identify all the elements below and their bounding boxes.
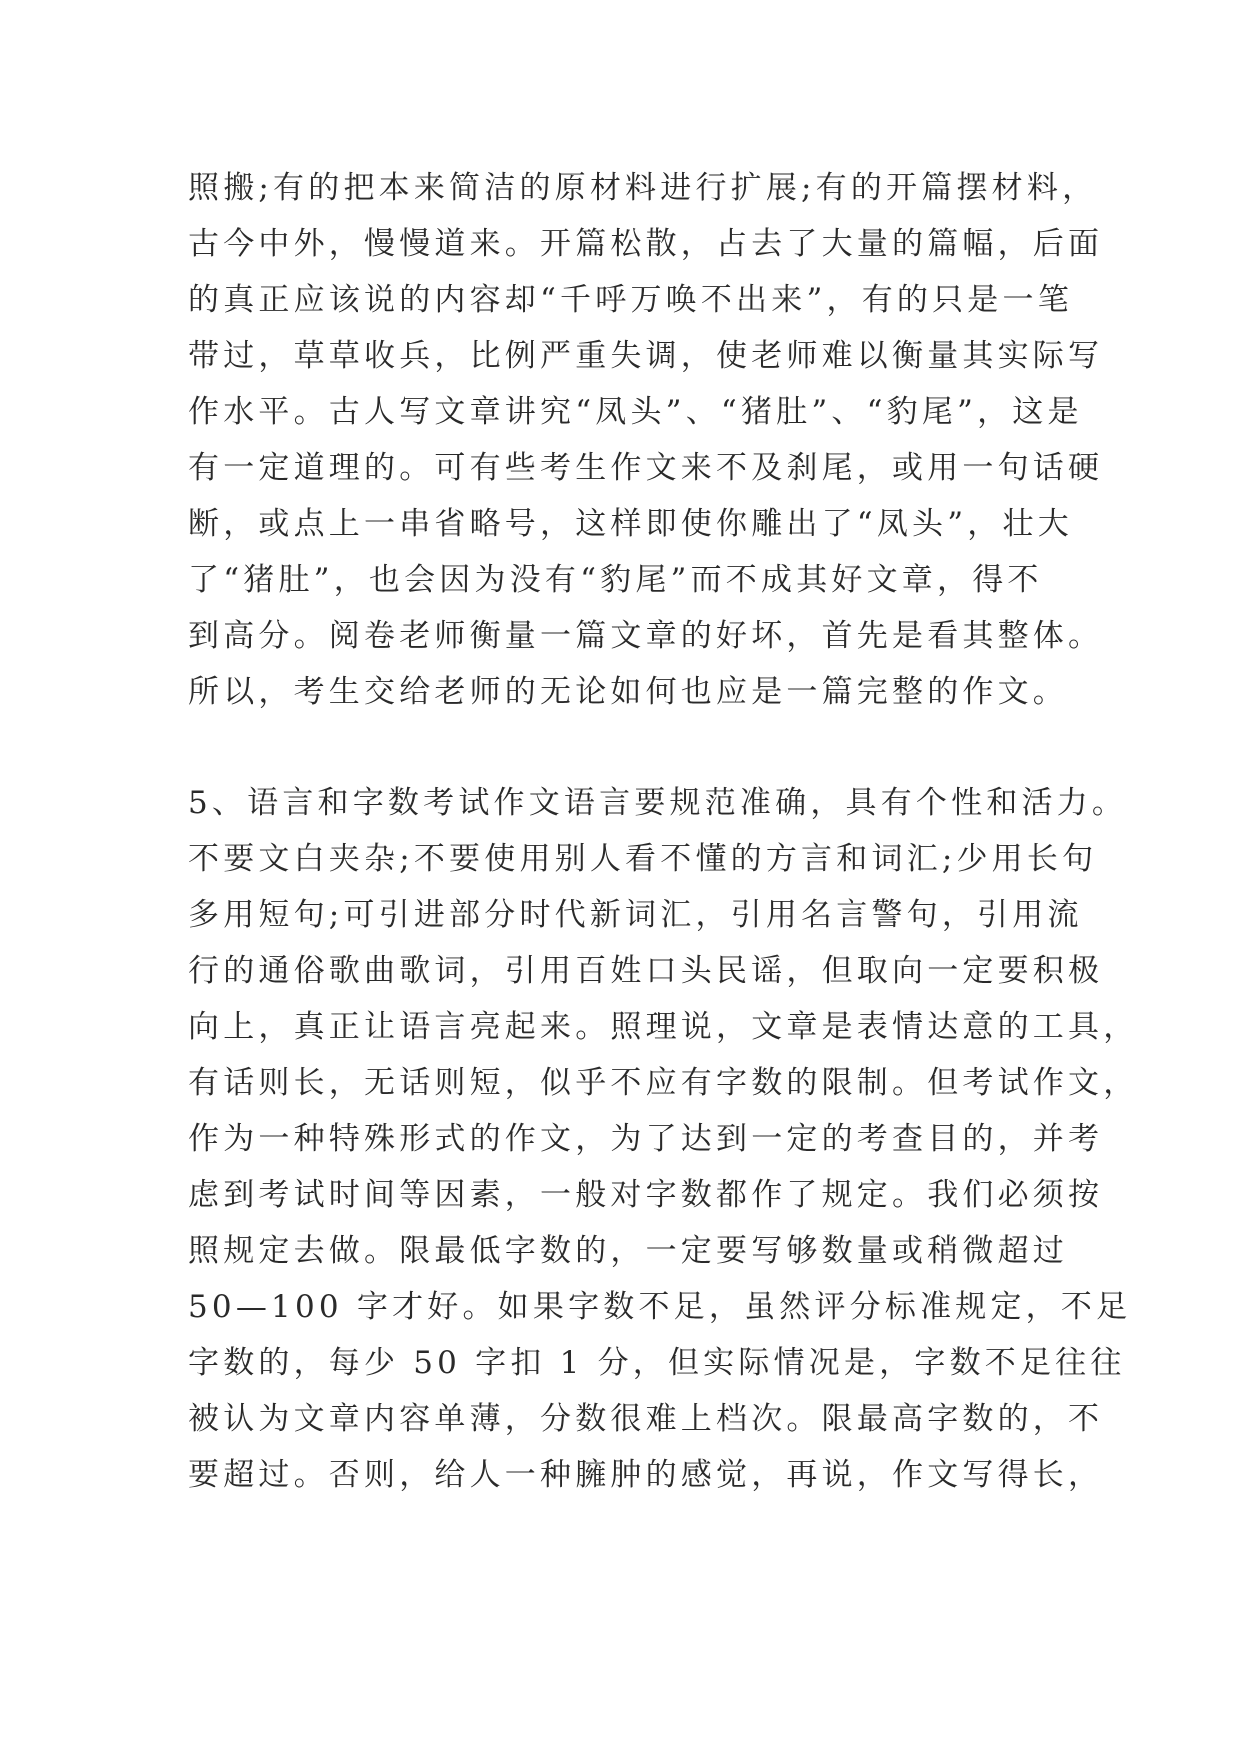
text-line: 照规定去做。限最低字数的，一定要写够数量或稍微超过 [188,1233,1068,1269]
text-line: 多用短句;可引进部分时代新词汇，引用名言警句，引用流 [188,897,1083,933]
paragraph-structure-completeness [188,160,1104,720]
text-line: 有话则长，无话则短，似乎不应有字数的限制。但考试作文， [188,1065,1139,1101]
text-line: 不要文白夹杂;不要使用别人看不懂的方言和词汇;少用长句 [188,841,1098,877]
text-line: 5、语言和字数考试作文语言要规范准确，具有个性和活力。 [188,785,1128,821]
text-line: 虑到考试时间等因素，一般对字数都作了规定。我们必须按 [188,1177,1104,1213]
text-line: 被认为文章内容单薄，分数很难上档次。限最高字数的，不 [188,1401,1104,1437]
text-line: 行的通俗歌曲歌词，引用百姓口头民谣，但取向一定要积极 [188,953,1104,989]
text-line: 断，或点上一串省略号，这样即使你雕出了“凤头”，壮大 [188,506,1073,542]
text-line: 了“猪肚”，也会因为没有“豹尾”而不成其好文章，得不 [188,562,1043,598]
text-line: 古今中外，慢慢道来。开篇松散，占去了大量的篇幅，后面 [188,226,1104,262]
text-line: 作水平。古人写文章讲究“凤头”、“猪肚”、“豹尾”，这是 [188,394,1083,430]
text-line: 有一定道理的。可有些考生作文来不及刹尾，或用一句话硬 [188,450,1104,486]
text-line: 到高分。阅卷老师衡量一篇文章的好坏，首先是看其整体。 [188,618,1104,654]
text-line: 向上，真正让语言亮起来。照理说，文章是表情达意的工具， [188,1009,1139,1045]
text-line: 所以，考生交给老师的无论如何也应是一篇完整的作文。 [188,674,1068,710]
text-line: 字数的，每少 50 字扣 1 分，但实际情况是，字数不足往往 [188,1345,1126,1381]
text-line: 作为一种特殊形式的作文，为了达到一定的考查目的，并考 [188,1121,1104,1157]
text-line: 50—100 字才好。如果字数不足，虽然评分标准规定，不足 [188,1289,1132,1325]
text-line: 照搬;有的把本来简洁的原材料进行扩展;有的开篇摆材料， [188,170,1098,206]
text-line: 要超过。否则，给人一种臃肿的感觉，再说，作文写得长， [188,1457,1104,1493]
text-line: 带过，草草收兵，比例严重失调，使老师难以衡量其实际写 [188,338,1104,374]
paragraph-language-and-word-count [188,775,1139,1503]
text-line: 的真正应该说的内容却“千呼万唤不出来”，有的只是一笔 [188,282,1073,318]
